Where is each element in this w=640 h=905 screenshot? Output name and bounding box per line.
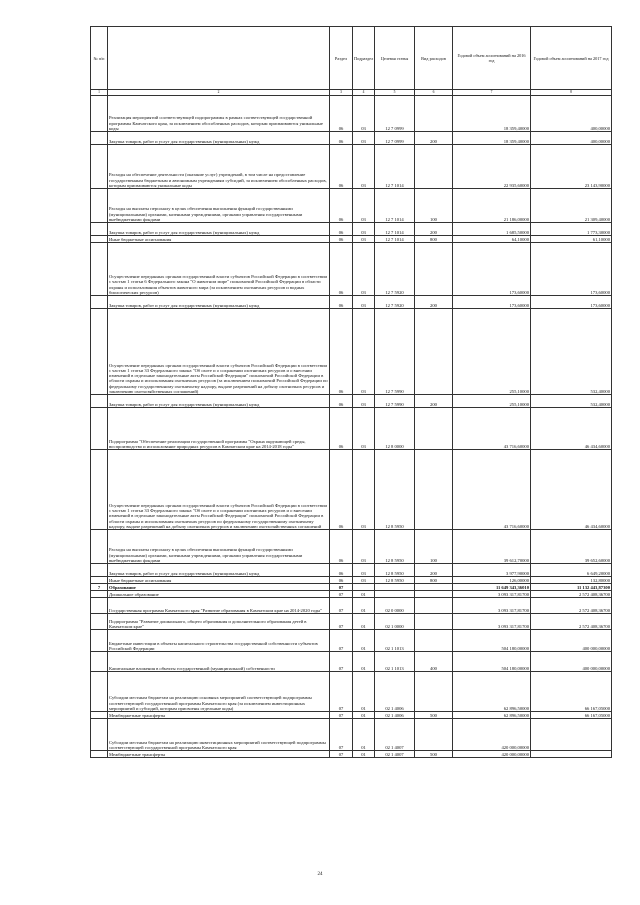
row-amount-2017: 532,40000 (531, 395, 612, 408)
row-subsection: 03 (353, 223, 375, 236)
table-row (91, 672, 612, 712)
row-target-article (375, 584, 415, 591)
column-index: 6 (415, 90, 453, 96)
row-target-article: 12 7 5920 (375, 243, 415, 296)
table-row (91, 408, 612, 450)
row-amount-2017: 400 000,00000 (531, 630, 612, 652)
row-expense-type: 200 (415, 296, 453, 309)
row-number (91, 309, 108, 395)
row-amount-2017: 1 773,30000 (531, 223, 612, 236)
row-amount-2017: 11 132 443,87300 (531, 584, 612, 591)
row-amount-2016: 43 716,60000 (453, 408, 531, 450)
col-header: Подраздел (353, 27, 375, 90)
row-amount-2016: 3 093 317,81700 (453, 591, 531, 598)
row-target-article: 02 1 4007 (375, 719, 415, 751)
row-expense-type (415, 450, 453, 530)
row-number (91, 614, 108, 630)
row-expense-type: 100 (415, 530, 453, 564)
row-amount-2017 (531, 719, 612, 751)
table-row (91, 145, 612, 189)
row-amount-2016: 3 977,90000 (453, 564, 531, 577)
row-expense-type (415, 630, 453, 652)
row-number (91, 577, 108, 584)
table-row (91, 598, 612, 614)
row-subsection: 01 (353, 598, 375, 614)
row-subsection: 03 (353, 236, 375, 243)
row-expense-type (415, 719, 453, 751)
row-amount-2016: 1 685,50000 (453, 223, 531, 236)
row-amount-2016: 3 093 317,81700 (453, 598, 531, 614)
column-index: 3 (330, 90, 353, 96)
row-amount-2016: 173,60000 (453, 296, 531, 309)
table-row (91, 223, 612, 236)
row-expense-type: 200 (415, 395, 453, 408)
row-amount-2017: 21 309,40000 (531, 189, 612, 223)
col-header: Годовой объем ассигнований на 2016 год (453, 27, 531, 90)
row-subsection: 01 (353, 751, 375, 758)
column-index: 7 (453, 90, 531, 96)
row-description: Государственная программа Камчатского края "Развитие образования в Камчатском крае на 2014-2020 годы" (108, 598, 330, 614)
row-subsection: 03 (353, 564, 375, 577)
header-row (91, 27, 612, 90)
row-target-article: 02 1 1013 (375, 630, 415, 652)
row-amount-2016: 504 180,00000 (453, 630, 531, 652)
table-row (91, 296, 612, 309)
row-subsection (353, 584, 375, 591)
row-target-article: 12 7 0999 (375, 132, 415, 145)
row-description: Реализация мероприятий соответствующей подпрограммы в рамках соответствующей государственной программы Камчатского края, за исключением обособленных расходов, которым присваиваются уникальные коды (108, 96, 330, 132)
row-section: 06 (330, 189, 353, 223)
row-number (91, 591, 108, 598)
row-subsection: 01 (353, 712, 375, 719)
row-target-article: 02 1 4006 (375, 712, 415, 719)
row-number (91, 189, 108, 223)
table-row (91, 530, 612, 564)
row-subsection: 03 (353, 189, 375, 223)
row-description: Расходы на обеспечение деятельности (оказание услуг) учреждений, в том числе на предоставление государственным бюджетным и автономным учреждениям субсидий, за исключением обособленных расходов, которым присваиваются уникальные коды (108, 145, 330, 189)
row-amount-2017: 173,60000 (531, 296, 612, 309)
table-row (91, 395, 612, 408)
row-target-article: 12 8 5950 (375, 530, 415, 564)
row-amount-2016: 18 359,40000 (453, 132, 531, 145)
row-amount-2016: 62 896,50000 (453, 672, 531, 712)
table-row (91, 712, 612, 719)
row-target-article: 12 7 5990 (375, 309, 415, 395)
row-section: 07 (330, 630, 353, 652)
row-description: Дошкольное образование (108, 591, 330, 598)
row-description: Расходы на выплаты персоналу в целях обеспечения выполнения функций государственными (муниципальными) органами, казенными учреждениями, органами управления государственными внебюджетными фондами (108, 189, 330, 223)
row-target-article: 12 7 1014 (375, 236, 415, 243)
row-number (91, 719, 108, 751)
row-amount-2016: 255,10000 (453, 309, 531, 395)
row-description: Межбюджетные трансферты (108, 751, 330, 758)
table-row (91, 751, 612, 758)
row-number (91, 96, 108, 132)
row-subsection: 01 (353, 672, 375, 712)
row-description: Иные бюджетные ассигнования (108, 577, 330, 584)
col-header: № п/п (91, 27, 108, 90)
row-amount-2016: 43 716,60000 (453, 450, 531, 530)
row-section: 06 (330, 564, 353, 577)
page-number: 24 (317, 872, 323, 877)
row-number (91, 408, 108, 450)
row-target-article: 12 8 5950 (375, 564, 415, 577)
row-target-article: 02 0 0000 (375, 598, 415, 614)
row-subsection: 03 (353, 243, 375, 296)
row-amount-2016: 173,60000 (453, 243, 531, 296)
row-amount-2016: 420 000,00000 (453, 719, 531, 751)
col-header: Годовой объем ассигнований на 2017 год (531, 27, 612, 90)
row-section: 06 (330, 132, 353, 145)
row-expense-type (415, 584, 453, 591)
row-section: 06 (330, 96, 353, 132)
column-index: 2 (108, 90, 330, 96)
row-amount-2017: 532,40000 (531, 309, 612, 395)
row-target-article: 02 1 0000 (375, 614, 415, 630)
row-section: 07 (330, 672, 353, 712)
row-description: Осуществление переданных органам государственной власти субъектов Российской Федерации в соответствии с частью 1 статьи 33 Федерального закона "Об охоте и о сохранении охотничьих ресурсов и о внесении изменений в отдельные законодательные акты Российской Федерации" полномочий Российской Федерации в области охраны и использования охотничьих ресурсов по федеральному государственному охотничьему надзору, выдаче разрешений на добычу охотничьих ресурсов и заключению охотхозяйственных соглашений (108, 450, 330, 530)
row-expense-type: 800 (415, 577, 453, 584)
row-section: 06 (330, 223, 353, 236)
row-section: 06 (330, 243, 353, 296)
row-description: Закупка товаров, работ и услуг для государственных (муниципальных) нужд (108, 132, 330, 145)
row-amount-2016: 255,10000 (453, 395, 531, 408)
row-section: 06 (330, 577, 353, 584)
row-target-article: 02 1 4006 (375, 672, 415, 712)
row-amount-2017: 46 434,60000 (531, 408, 612, 450)
row-section: 06 (330, 530, 353, 564)
row-description: Закупка товаров, работ и услуг для государственных (муниципальных) нужд (108, 296, 330, 309)
table-row (91, 309, 612, 395)
row-description: Субсидии местным бюджетам на реализацию инвестиционных мероприятий соответствующей подпрограммы соответствующей государственной программы Камчатского края (108, 719, 330, 751)
row-description: Образование (108, 584, 330, 591)
row-amount-2017: 23 143,90000 (531, 145, 612, 189)
row-subsection: 03 (353, 577, 375, 584)
row-amount-2016: 39 612,70000 (453, 530, 531, 564)
row-number (91, 395, 108, 408)
row-description: Осуществление переданных органам государственной власти субъектов Российской Федерации в соответствии с частью 1 статьи 6 Федерального закона "О животном мире" полномочий Российской Федерации в области охраны и использования объектов животного мира (за исключением охотничьих ресурсов и водных биологических ресурсов) (108, 243, 330, 296)
column-index: 5 (375, 90, 415, 96)
table-row (91, 189, 612, 223)
row-amount-2017: 2 572 408,36700 (531, 591, 612, 598)
row-expense-type: 200 (415, 564, 453, 577)
row-section: 06 (330, 450, 353, 530)
table-row (91, 96, 612, 132)
table-row (91, 614, 612, 630)
row-subsection: 03 (353, 96, 375, 132)
col-header: Целевая статья (375, 27, 415, 90)
row-amount-2016: 504 180,00000 (453, 652, 531, 672)
column-index: 4 (353, 90, 375, 96)
table-row (91, 236, 612, 243)
row-subsection: 01 (353, 614, 375, 630)
row-section: 07 (330, 652, 353, 672)
row-section: 06 (330, 236, 353, 243)
row-subsection: 03 (353, 408, 375, 450)
row-description: Осуществление переданных органам государственной власти субъектов Российской Федерации в соответствии с частью 1 статьи 33 Федерального закона "Об охоте и о сохранении охотничьих ресурсов и о внесении изменений в отдельные законодательные акты Российской Федерации" полномочий Российской Федерации в области охраны и использования охотничьих ресурсов (за исключением полномочий Российской Федерации по федеральному государственному охотничьему надзору, выдаче разрешений на добычу охотничьих ресурсов и заключению охотхозяйственных соглашений) (108, 309, 330, 395)
document-page (90, 26, 611, 758)
row-target-article: 12 7 0999 (375, 96, 415, 132)
row-target-article: 12 7 1014 (375, 189, 415, 223)
row-amount-2016: 62 896,50000 (453, 712, 531, 719)
budget-table (90, 26, 612, 758)
row-expense-type (415, 145, 453, 189)
row-section: 07 (330, 712, 353, 719)
row-expense-type: 200 (415, 132, 453, 145)
table-row (91, 132, 612, 145)
row-subsection: 01 (353, 719, 375, 751)
row-number (91, 652, 108, 672)
row-number: 7 (91, 584, 108, 591)
row-description: Бюджетные инвестиции в объекты капитального строительства государственной собственности субъектов Российской Федерации (108, 630, 330, 652)
col-header: Раздел (330, 27, 353, 90)
row-target-article: 12 7 1014 (375, 223, 415, 236)
row-subsection: 01 (353, 652, 375, 672)
row-amount-2016: 420 000,00000 (453, 751, 531, 758)
row-target-article: 12 8 5950 (375, 577, 415, 584)
row-amount-2017: 6 649,20000 (531, 564, 612, 577)
row-section: 06 (330, 145, 353, 189)
table-row (91, 584, 612, 591)
row-number (91, 243, 108, 296)
row-section: 06 (330, 309, 353, 395)
col-header (108, 27, 330, 90)
column-index: 1 (91, 90, 108, 96)
row-subsection: 03 (353, 530, 375, 564)
row-description: Иные бюджетные ассигнования (108, 236, 330, 243)
row-amount-2017: 46 434,60000 (531, 450, 612, 530)
row-amount-2017 (531, 751, 612, 758)
row-expense-type (415, 614, 453, 630)
col-header: Вид расходов (415, 27, 453, 90)
row-expense-type (415, 598, 453, 614)
row-expense-type: 200 (415, 223, 453, 236)
row-expense-type: 500 (415, 751, 453, 758)
row-target-article: 12 7 5990 (375, 395, 415, 408)
row-expense-type (415, 408, 453, 450)
row-expense-type (415, 591, 453, 598)
table-row (91, 450, 612, 530)
row-amount-2017: 61,10000 (531, 236, 612, 243)
row-amount-2017: 2 572 408,36700 (531, 598, 612, 614)
row-expense-type (415, 243, 453, 296)
row-section: 06 (330, 296, 353, 309)
row-amount-2016: 22 935,60000 (453, 145, 531, 189)
row-description: Закупка товаров, работ и услуг для государственных (муниципальных) нужд (108, 395, 330, 408)
row-expense-type (415, 309, 453, 395)
row-subsection: 03 (353, 145, 375, 189)
table-row (91, 591, 612, 598)
row-target-article: 12 7 5920 (375, 296, 415, 309)
table-body (91, 96, 612, 758)
row-number (91, 630, 108, 652)
row-section: 07 (330, 598, 353, 614)
row-description: Подпрограмма "Обеспечение реализации государственной программы "Охрана окружающей среды, воспроизводство и использование природных ресурсов в Камчатском крае на 2014-2018 годы" (108, 408, 330, 450)
row-amount-2016: 18 359,40000 (453, 96, 531, 132)
row-description: Подпрограмма "Развитие дошкольного, общего образования и дополнительного образования детей в Камчатском крае" (108, 614, 330, 630)
row-number (91, 751, 108, 758)
row-number (91, 712, 108, 719)
row-amount-2016: 64,10000 (453, 236, 531, 243)
row-amount-2017: 132,80000 (531, 577, 612, 584)
row-section: 06 (330, 395, 353, 408)
row-expense-type: 500 (415, 712, 453, 719)
row-subsection: 03 (353, 296, 375, 309)
row-description: Капитальные вложения в объекты государственной (муниципальной) собственности (108, 652, 330, 672)
table-row (91, 630, 612, 652)
row-number (91, 450, 108, 530)
row-amount-2017: 400 000,00000 (531, 652, 612, 672)
row-number (91, 223, 108, 236)
row-target-article: 12 8 0000 (375, 408, 415, 450)
row-section: 07 (330, 751, 353, 758)
row-section: 06 (330, 408, 353, 450)
row-description: Закупка товаров, работ и услуг для государственных (муниципальных) нужд (108, 223, 330, 236)
row-subsection: 01 (353, 591, 375, 598)
row-number (91, 296, 108, 309)
row-expense-type: 400 (415, 652, 453, 672)
row-amount-2016: 11 649 343,36010 (453, 584, 531, 591)
row-amount-2017: 66 167,05000 (531, 672, 612, 712)
row-amount-2017: 39 652,60000 (531, 530, 612, 564)
row-amount-2017: 2 572 408,36700 (531, 614, 612, 630)
row-amount-2017: 173,60000 (531, 243, 612, 296)
row-description: Субсидии местным бюджетам на реализацию основных мероприятий соответствующей подпрограммы соответствующей государственной программы Камчатского края (за исключением инвестиционных мероприятий и субсидий, которым присвоены отдельные коды) (108, 672, 330, 712)
row-number (91, 145, 108, 189)
row-target-article (375, 591, 415, 598)
row-subsection: 03 (353, 309, 375, 395)
row-number (91, 530, 108, 564)
row-target-article: 02 1 4007 (375, 751, 415, 758)
row-number (91, 236, 108, 243)
row-amount-2017: 66 167,05000 (531, 712, 612, 719)
row-amount-2017: 400,00000 (531, 132, 612, 145)
table-row (91, 652, 612, 672)
row-amount-2017: 400,00000 (531, 96, 612, 132)
row-amount-2016: 3 093 317,81700 (453, 614, 531, 630)
row-amount-2016: 126,00000 (453, 577, 531, 584)
row-section: 07 (330, 584, 353, 591)
row-expense-type: 100 (415, 189, 453, 223)
row-description: Расходы на выплаты персоналу в целях обеспечения выполнения функций государственными (муниципальными) органами, казенными учреждениями, органами управления государственными внебюджетными фондами (108, 530, 330, 564)
row-target-article: 12 7 1014 (375, 145, 415, 189)
row-number (91, 132, 108, 145)
table-row (91, 243, 612, 296)
row-subsection: 01 (353, 630, 375, 652)
table-row (91, 719, 612, 751)
row-expense-type (415, 96, 453, 132)
row-amount-2016: 21 186,00000 (453, 189, 531, 223)
row-expense-type: 800 (415, 236, 453, 243)
row-subsection: 03 (353, 395, 375, 408)
row-subsection: 03 (353, 450, 375, 530)
table-row (91, 564, 612, 577)
row-target-article: 02 1 1013 (375, 652, 415, 672)
row-target-article: 12 8 5950 (375, 450, 415, 530)
table-row (91, 577, 612, 584)
row-subsection: 03 (353, 132, 375, 145)
row-number (91, 672, 108, 712)
column-index: 8 (531, 90, 612, 96)
row-section: 07 (330, 591, 353, 598)
row-number (91, 564, 108, 577)
row-description: Закупка товаров, работ и услуг для государственных (муниципальных) нужд (108, 564, 330, 577)
row-description: Межбюджетные трансферты (108, 712, 330, 719)
row-number (91, 598, 108, 614)
row-section: 07 (330, 719, 353, 751)
row-expense-type (415, 672, 453, 712)
row-section: 07 (330, 614, 353, 630)
